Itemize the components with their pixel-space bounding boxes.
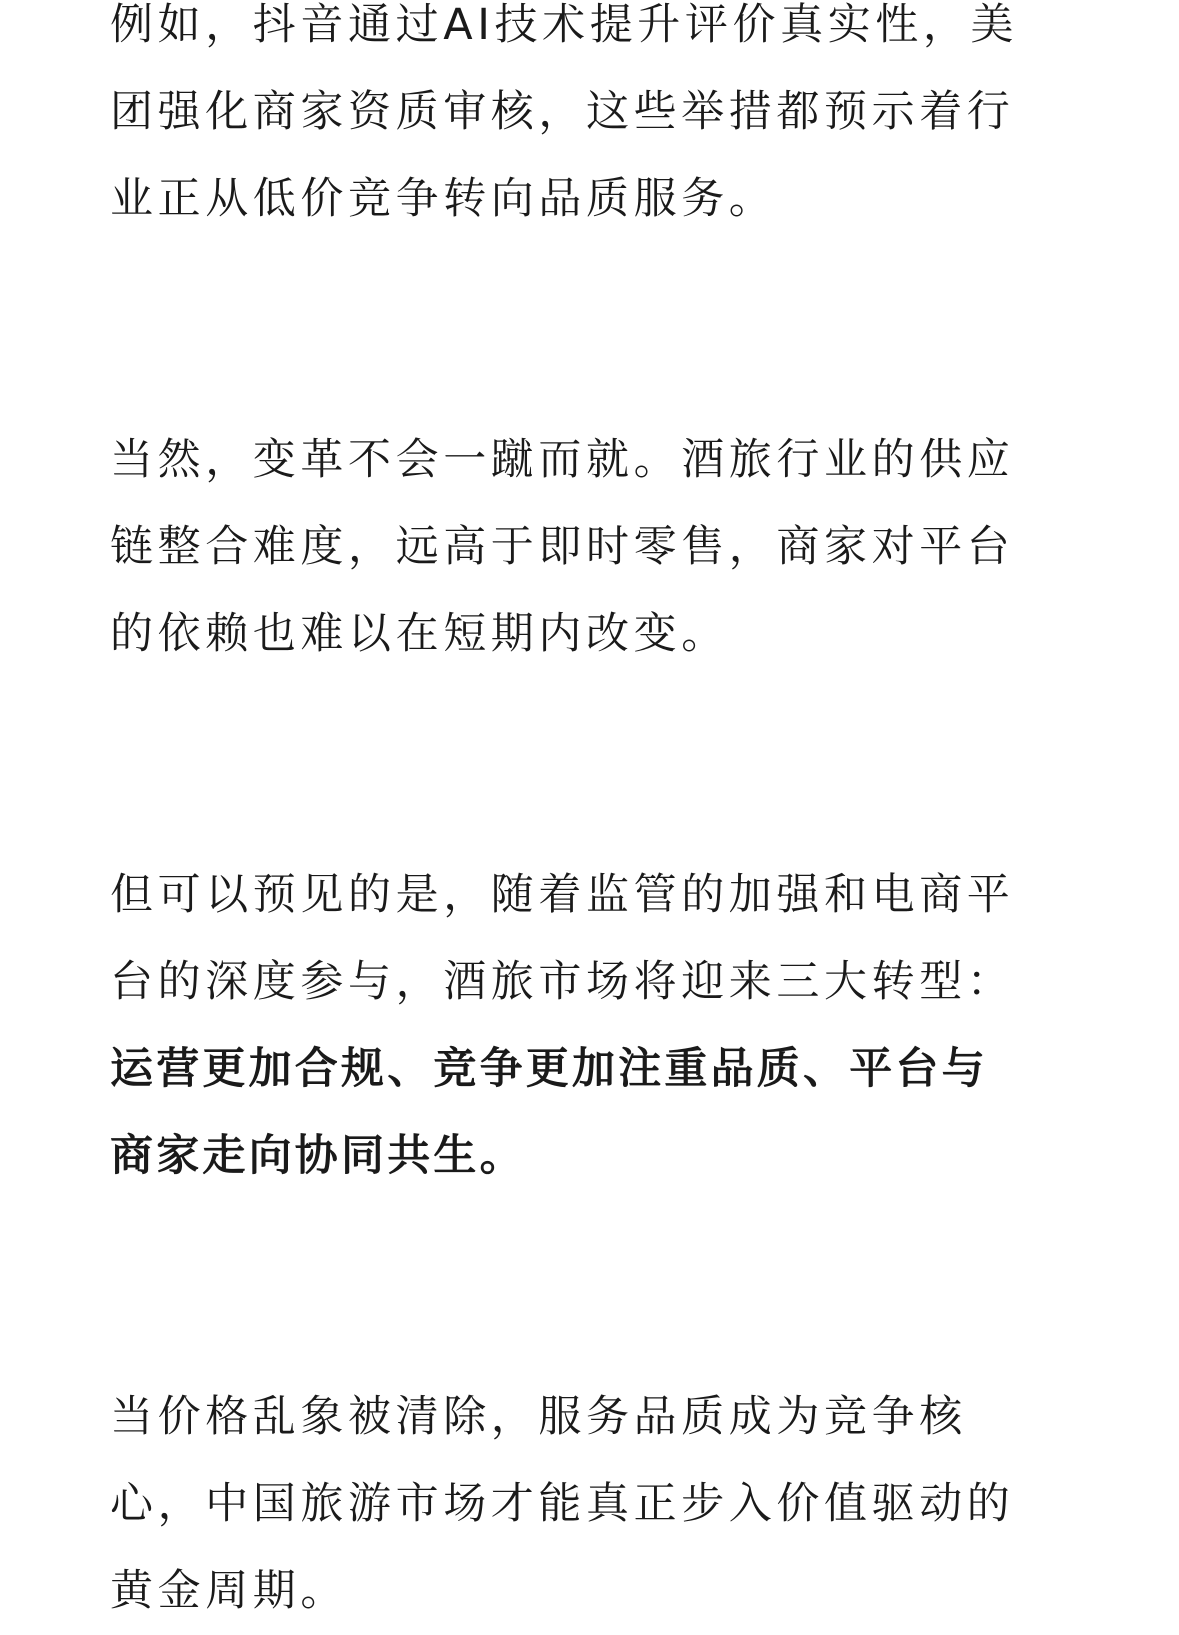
highlighted-text [110, 1044, 988, 1181]
paragraph-platform-measures [110, 0, 1070, 243]
text-line: 台的深度参与，酒旅市场将迎来三大转型： [110, 957, 1015, 1007]
paragraph-spacer [110, 1200, 1070, 1374]
bold-text-line: 运营更加合规、竞争更加注重品质、平台与 [110, 1044, 988, 1094]
paragraph-spacer [110, 678, 1070, 852]
text-line: 业正从低价竞争转向品质服务。 [110, 174, 777, 224]
paragraph-change-difficulty [110, 417, 1070, 678]
text-line: 链整合难度，远高于即时零售，商家对平台 [110, 522, 1015, 572]
paragraph-conclusion [110, 1374, 1070, 1635]
text-line: 团强化商家资质审核，这些举措都预示着行 [110, 87, 1015, 137]
text-line: 心，中国旅游市场才能真正步入价值驱动的 [110, 1479, 1015, 1529]
paragraph-three-transformations [110, 852, 1070, 1200]
text-line: 当然，变革不会一蹴而就。酒旅行业的供应 [110, 435, 1015, 485]
text-line: 的依赖也难以在短期内改变。 [110, 609, 729, 659]
paragraph-spacer [110, 243, 1070, 417]
text-line: 但可以预见的是，随着监管的加强和电商平 [110, 870, 1015, 920]
bold-text-line: 商家走向协同共生。 [110, 1131, 526, 1181]
text-line: 黄金周期。 [110, 1566, 348, 1616]
text-line: 例如，抖音通过AI技术提升评价真实性，美 [110, 0, 1019, 50]
article-body [110, 0, 1070, 1635]
text-line: 当价格乱象被清除，服务品质成为竞争核 [110, 1392, 967, 1442]
